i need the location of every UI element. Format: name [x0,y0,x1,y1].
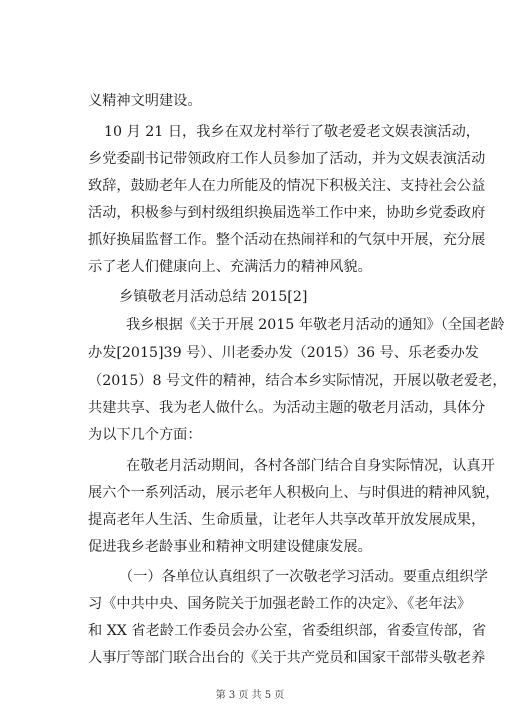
text-line: 展六个一系列活动，展示老年人积极向上、与时俱进的精神风貌， [88,485,500,501]
section-heading: 乡镇敬老月活动总结 2015[2] [119,289,308,305]
text-line: （一）各单位认真组织了一次敬老学习活动。要重点组织学 [119,569,488,585]
text-line: 义精神文明建设。 [88,93,202,109]
text-line: 我乡根据《关于开展 2015 年敬老月活动的通知》（全国老龄 [126,317,505,333]
text-line: 提高老年人生活、生命质量，让老年人共享改革开放发展成果， [88,512,486,528]
text-line: 乡党委副书记带领政府工作人员参加了活动，并为文娱表演活动 [88,151,486,167]
text-line: 致辞，鼓励老年人在力所能及的情况下积极关注、支持社会公益 [88,178,486,194]
text-line: 和 XX 省老龄工作委员会办公室，省委组织部，省委宣传部，省 [88,623,487,639]
text-line: 习《中共中央、国务院关于加强老龄工作的决定》、《老年法》 [88,596,472,612]
text-line: 示了老人们健康向上、充满活力的精神风貌。 [88,259,372,275]
text-line: 促进我乡老龄事业和精神文明建设健康发展。 [88,539,372,555]
text-line: 活动，积极参与到村级组织换届选举工作中来，协助乡党委政府 [88,205,486,221]
text-line: 办发[2015]39 号）、川老委办发（2015）36 号、乐老委办发 [88,345,479,361]
text-line: 在敬老月活动期间，各村各部门结合自身实际情况，认真开 [126,458,495,474]
text-line: 为以下几个方面： [88,427,202,443]
text-line: 人事厅等部门联合出台的《关于共产党员和国家干部带头敬老养 [88,650,486,666]
text-line: 共建共享、我为老人做什么。为活动主题的敬老月活动，具体分 [88,400,486,416]
text-line: 抓好换届监督工作。整个活动在热闹祥和的气氛中开展，充分展 [88,232,486,248]
page-footer: 第 3 页 共 5 页 [215,690,285,701]
text-line: （2015）8 号文件的精神，结合本乡实际情况，开展以敬老爱老， [88,373,507,389]
text-line: 10 月 21 日，我乡在双龙村举行了敬老爱老文娱表演活动， [104,124,480,140]
